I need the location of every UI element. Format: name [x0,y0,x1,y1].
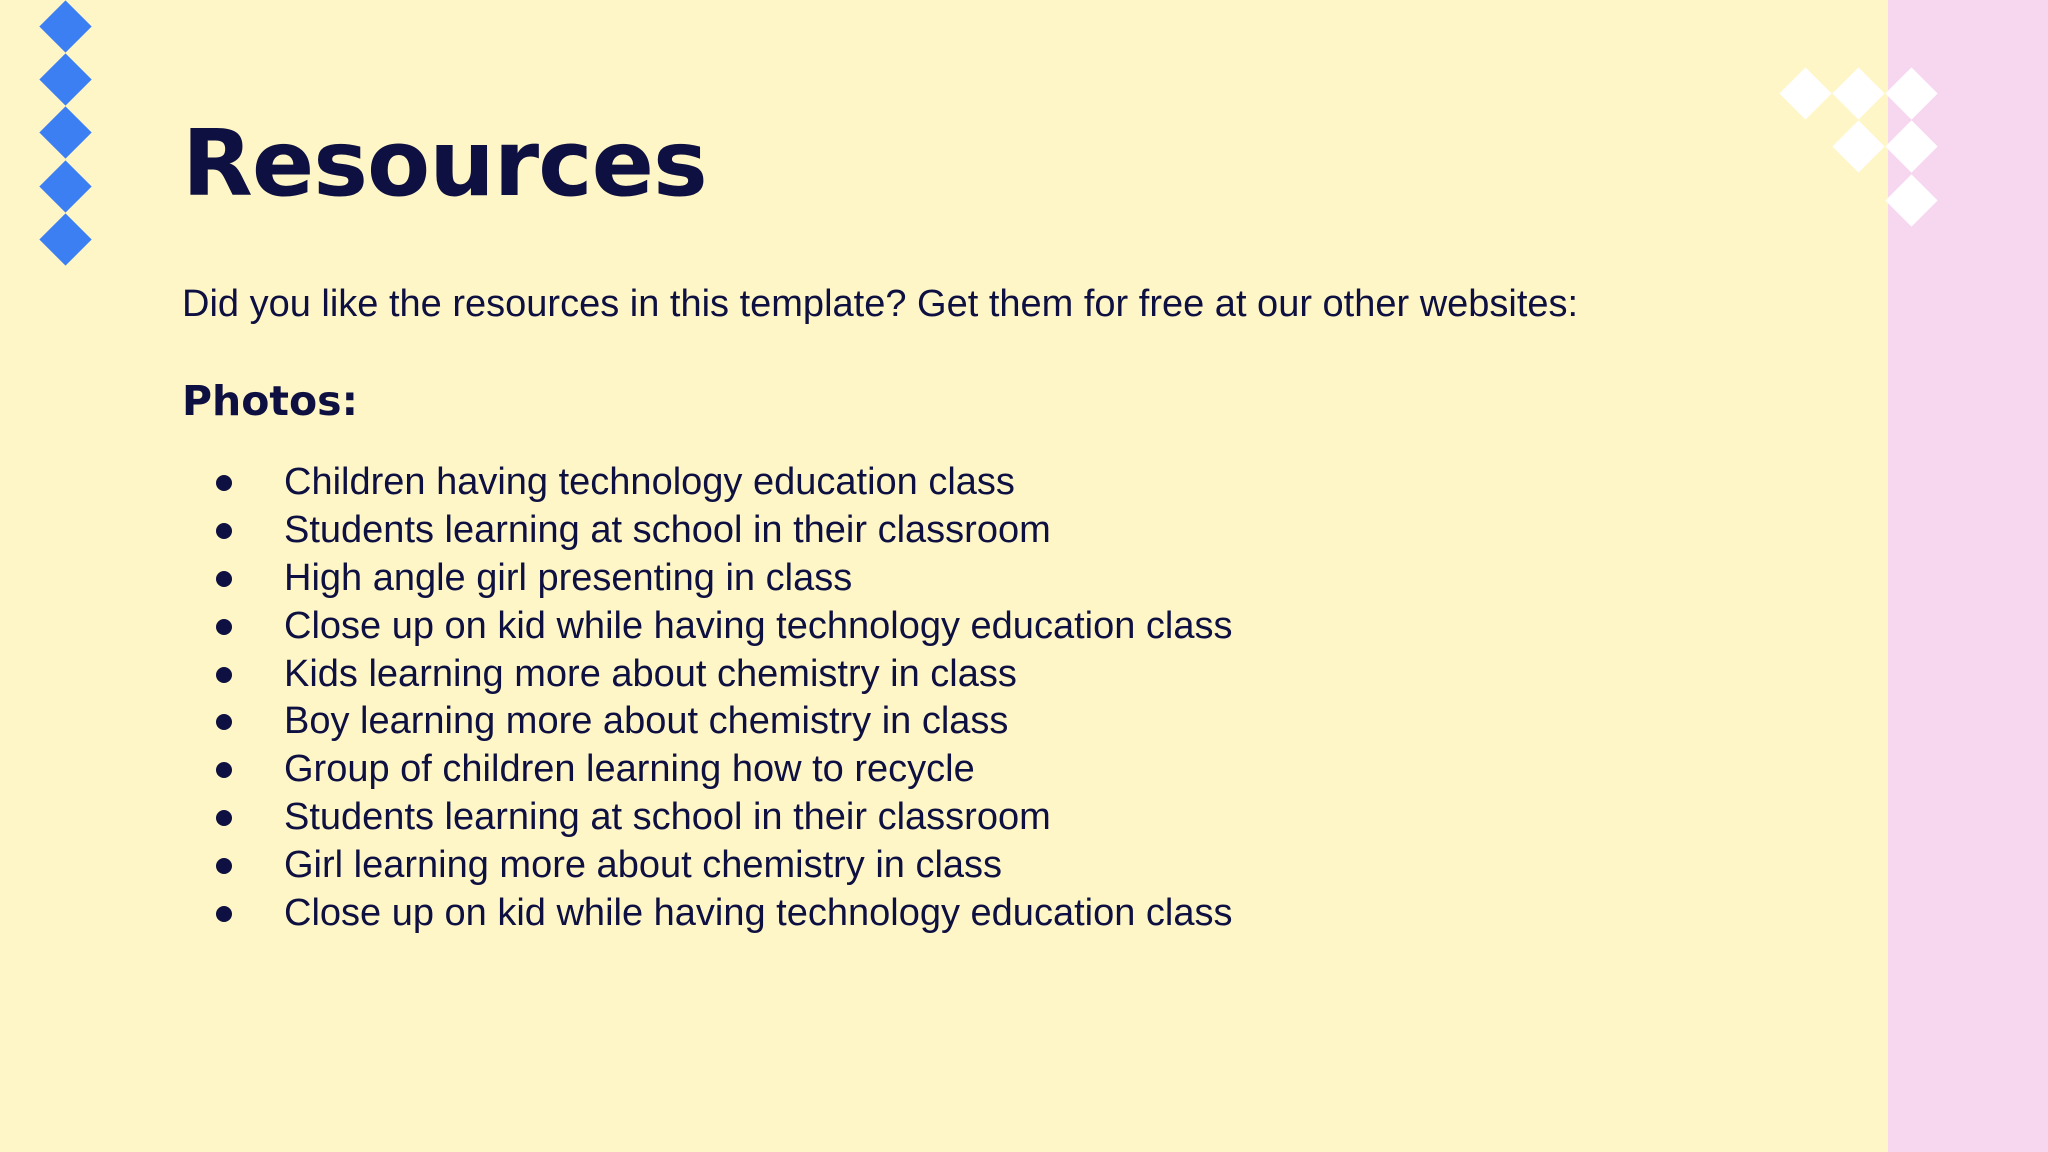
bullet-icon [216,571,232,587]
slide-title: Resources [182,110,707,217]
photo-credit-text: Children having technology education class [284,461,1015,503]
blue-diamond-shape [39,160,91,212]
white-diamond-shape [1779,67,1831,119]
photo-credit-text: Kids learning more about chemistry in class [284,652,1017,695]
bullet-icon [216,714,232,730]
blue-diamond-shape [39,106,91,158]
bullet-icon [216,523,232,539]
bullet-icon [216,762,232,778]
bullet-icon [216,858,232,874]
blue-diamond-shape [39,213,91,265]
bullet-icon [216,667,232,683]
blue-diamond-shape [39,53,91,105]
pink-accent-band [1888,0,2048,1152]
blue-diamond-shape [39,0,91,52]
intro-text: Did you like the resources in this template? Get them for free at our other websites: [182,283,1579,325]
bullet-icon [216,619,232,635]
photo-credit-text: High angle girl presenting in class [284,556,853,599]
bullet-icon [216,810,232,826]
photo-credit-text: Close up on kid while having technology education class [284,892,1233,935]
bullet-icon [216,475,232,491]
white-diamond-shape [1832,67,1884,119]
photo-credit-text: Boy learning more about chemistry in class [284,700,1009,743]
white-diamond-shape [1832,120,1884,172]
photo-credit-text: Girl learning more about chemistry in class [284,844,1003,887]
bullet-icon [216,906,232,922]
photo-credit-text: Students learning at school in their classroom [284,508,1051,551]
photos-heading: Photos: [182,377,358,425]
photo-credit-text: Group of children learning how to recycle [284,748,975,791]
photo-credit-text: Close up on kid while having technology education class [284,604,1233,647]
photo-credit-text: Students learning at school in their classroom [284,796,1051,839]
